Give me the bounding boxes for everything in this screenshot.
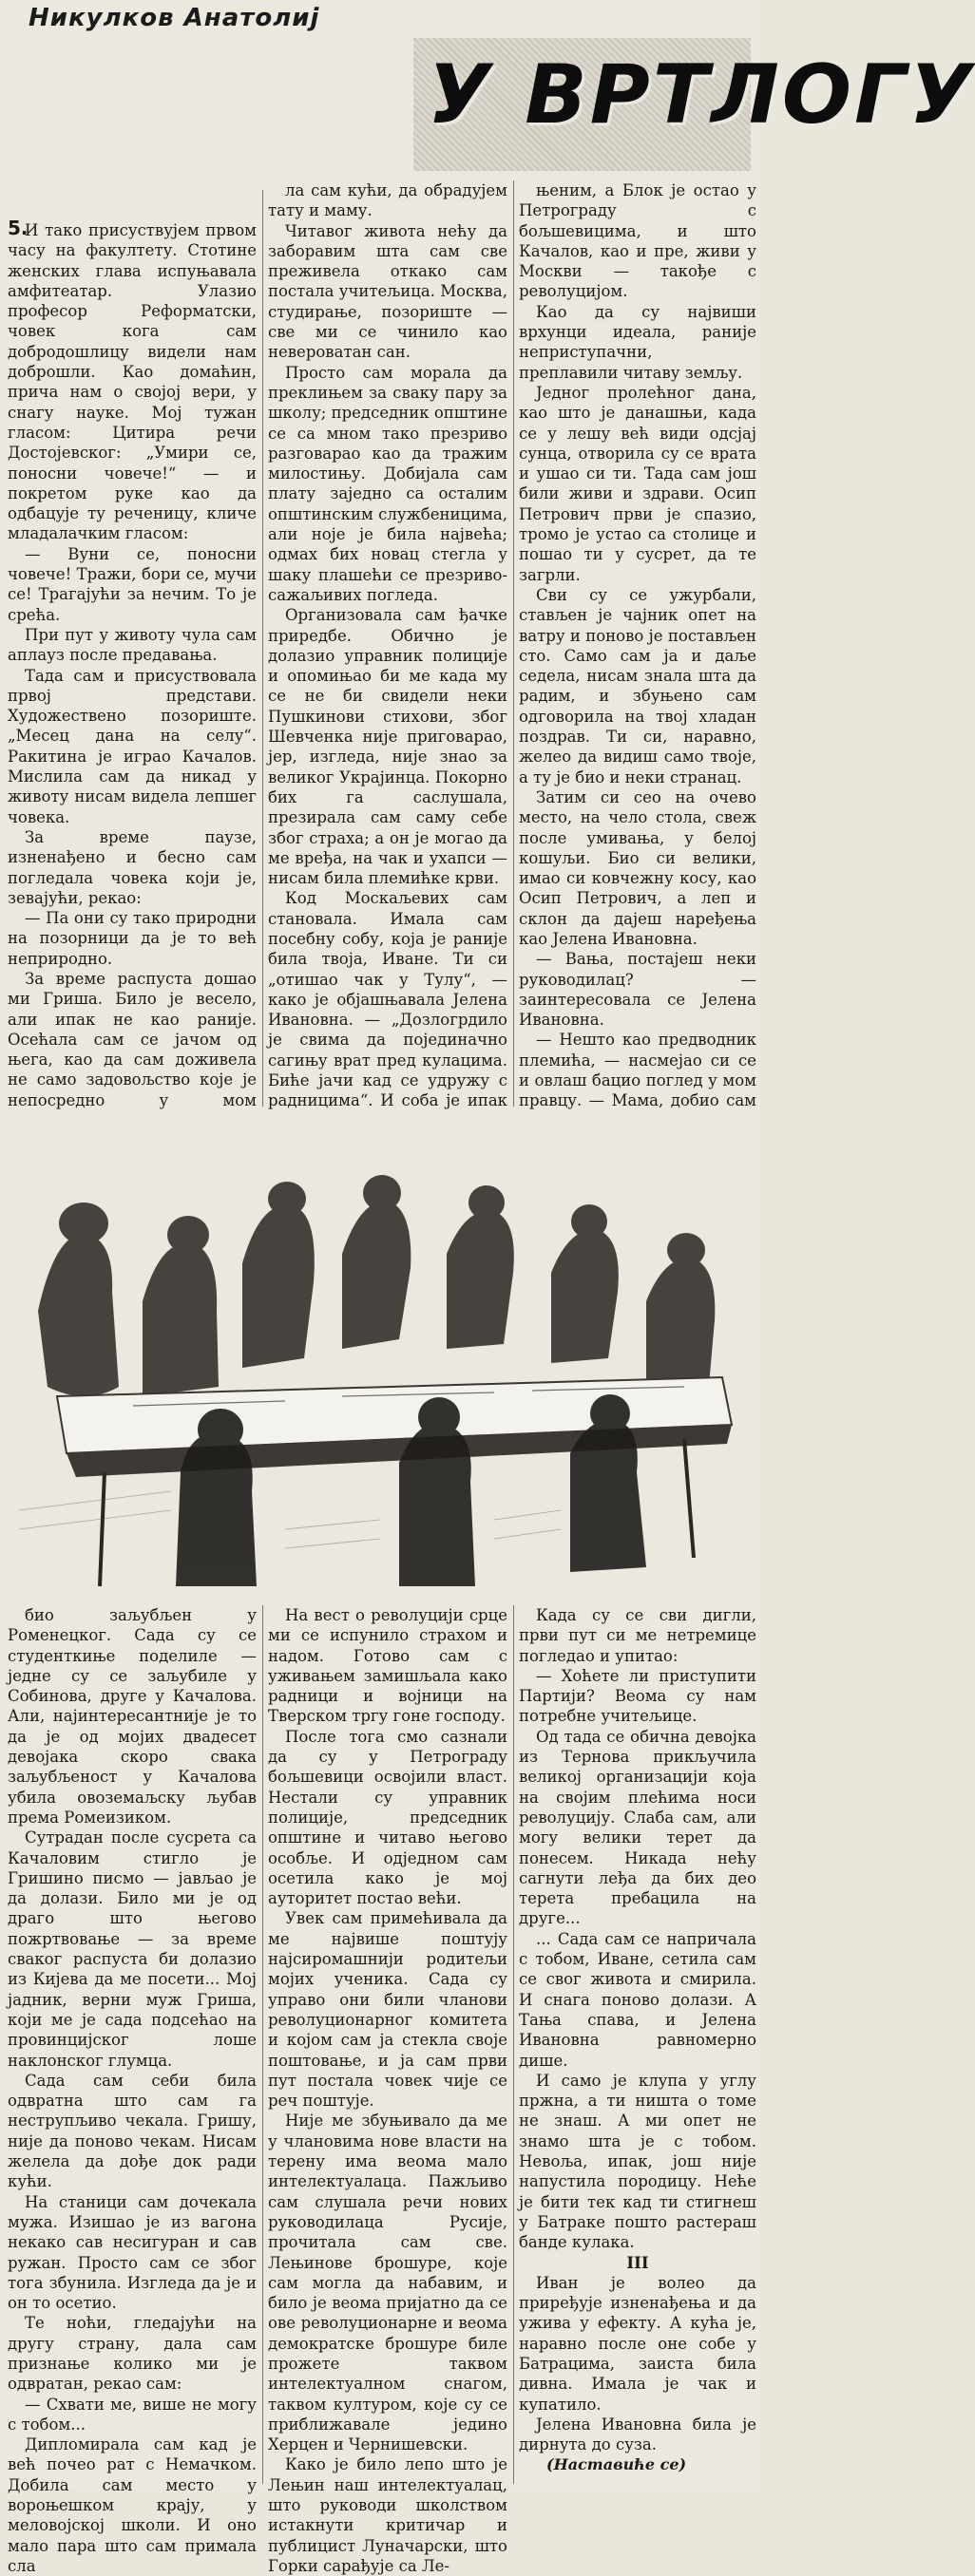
article-column-bottom-1 [8,1605,257,2575]
paragraph: За време паузе, изненађено и бесно сам погледала човека који је, зевајући, рекао: [8,827,257,907]
paragraph: Сутрадан после сусрета са Качаловим стигло је Гришино писмо — јављао је да долази. Било ми је од драго што његово пожртвовање — за време сваког распуста би долазио из Кијева да ме посети... Мој јадник, верни муж Гриша, који ме је сада подсећао на провинцијског лоше наклонског глумца. [8,1828,257,2070]
paragraph: На станици сам дочекала мужа. Изишао је из вагона некако сав несигуран и сав ружан. Просто сам се због тога збунила. Изгледа да је и он то осетио. [8,2192,257,2313]
paragraph: Јелена Ивановна била је дирнута до суза. [519,2415,756,2454]
article-title: У ВРТЛОГУ [428,47,975,142]
paragraph: Те ноћи, гледајући на другу страну, дала сам признање колико ми је одвратан, рекао сам: [8,2314,257,2394]
column-divider [513,1605,514,2484]
paragraph: ла сам кући, да обрадујем тату и маму. [268,181,507,220]
article-column-bottom-3 [519,1605,756,2454]
paragraph: Сви су се ужурбали, стављен је чајник опет на ватру и поново је постављен сто. Само сам ја и даље седела, нисам знала шта да радим, и збуњено сам одговорила на твој хладан поздрав. Ти си, наравно, желео да видиш само твоје, а ту је био и неки странац. [519,585,756,786]
paragraph: Иван је волео да приређује изненађења и да ужива у ефекту. А кућа је, наравно после оне собе у Батрацима, заиста била дивна. Имала је чак и купатило. [519,2273,756,2414]
paragraph: И тако присуствујем првом часу на факултету. Стотине женских глава испуњавала амфитеатар. Улазио професор Реформатски, човек кога сам добродошлицу видели нам доброшли. Као домаћин, прича нам о својој вери, у снагу науке. Мој тужан гласом: Цитира речи Достојевског: „Умири се, поносни човече!“ — и покретом руке као да одбацује ту реченицу, кличе младалачким гласом: [8,221,257,543]
paragraph: Код Москаљевих сам становала. Имала сам посебну собу, која је раније била твоја, Иване. Ти си „отишао чак у Тулу“, — како је објашњавала Јелена Ивановна. — „Дозлогрдило је свима да појединачно сагињу врат пред кулацима. Биће јачи кад се удружу с радницима“. И соба је ипак [268,889,507,1110]
paragraph: И само је клупа у углу пржна, а ти ништа о томе не знаш. А ми опет не знамо шта је с тобом. Невоља, ипак, још није напустила породицу. Неће је бити тек кад ти стигнеш у Батраке пошто растераш банде кулака. [519,2071,756,2252]
article-column-bottom-2 [268,1605,507,2575]
column-divider [513,180,514,1107]
paragraph: њеним, а Блок је остао у Петрограду с бољшевицима, и што Качалов, као и пре, живи у Москви — такође с револуцијом. [519,181,756,301]
paragraph: Сада сам себи била одвратна што сам га неструпљиво чекала. Гришу, није да поново чекам. Нисам желела да дође док ради кући. [8,2071,257,2191]
meeting-illustration [0,1111,760,1596]
paragraph: Од тада се обична девојка из Тернова прикључила великој организацији која на својим плећима носи револуцију. Слаба сам, али могу велики терет да понесем. Никада нећу сагнути леђа да бих део терета пребацила на друге... [519,1727,756,1928]
article-column-top-1 [8,220,257,1108]
article-column-top-3 [519,180,756,1110]
paragraph: — Па они су тако природни на позорници да је то већ неприродно. [8,909,257,968]
paragraph: ... Сада сам се напричала с тобом, Иване, сетила сам се свог живота и смирила. И снага поново долази. А Тања спава, и Јелена Ивановна равномерно дише. [519,1929,756,2070]
paragraph: — Хоћете ли приступити Партији? Веома су нам потребне учитељице. [519,1666,756,1726]
paragraph: Као да су највиши врхунци идеала, раније неприступачни, преплавили читаву земљу. [519,302,756,382]
section-break-heading: III [626,2253,649,2272]
paragraph: Како је било лепо што је Лењин наш интелектуалац, што руководи школством истакнути критичар и публицист Луначарски, што Горки сарађује са Ле- [268,2455,507,2575]
paragraph: Дипломирала сам кад је већ почео рат с Немачком. Добила сам место у вороњешком крају, у меловојској школи. И оно мало пара што сам примала сла [8,2435,257,2575]
paragraph: Организовала сам ђачке приредбе. Обично је долазио управник полиције и опомињао би ме када му се не би свидели неки Пушкинови стихови, због Шевченка није приговарао, јер, изгледа, није знао за великог Украјинца. Покорно бих га саслушала, презирала сам саму себе због страха; а он је могао да ме вређа, на чак и ухапси — нисам била племићке крви. [268,606,507,888]
paragraph: Када су се сви дигли, први пут си ме нетремице погледао и упитао: [519,1606,756,1665]
paragraph: — Схвати ме, више не могу с тобом... [8,2395,257,2434]
paragraph: — Вуни се, поносни човече! Тражи, бори се, мучи се! Трагајући за нечим. То је срећа. [8,544,257,624]
paragraph: Тада сам и присуствовала првој представи. Художествено позориште. „Месец дана на селу“. Ракитина је играо Качалов. Мислила сам да никад у животу нисам видела лепшег човека. [8,666,257,826]
article-column-top-2 [268,180,507,1110]
paragraph: — Нешто као предводник племића, — насмејао си се и овлаш бацио поглед у мом правцу. — Мама, добио сам [519,1031,756,1110]
paragraph: Затим си сео на очево место, на чело стола, свеж после умивања, у белој кошуљи. Био си велики, имао си ковчежну косу, као Осип Петрович, а леп и склон да дајеш наређења као Јелена Ивановна. [519,787,756,948]
section-number: 5. [8,217,29,239]
paragraph: Увек сам примећивала да ме највише поштују најсиромашнији родитељи мојих ученика. Сада су управо они били чланови револуционарног комитета и којом сам ја стекла своје поштовање, и ја сам први пут постала човек чије се реч поштује. [268,1909,507,2111]
paragraph: Није ме збуњивало да ме у члановима нове власти на терену има веома мало интелектуалаца. Пажљиво сам слушала речи нових руководилаца Русије, прочитала сам све. Лењинове брошуре, које сам могла да набавим, и било је веома пријатно да се ове револуционарне и веома демократске брошуре биле прожете таквом интелектуалном снагом, таквом културом, које су се приближавале једино Херцен и Чернишевски. [268,2112,507,2454]
paragraph: Просто сам морала да преклињем за сваку пару за школу; председник општине се са мном тако презриво разговарао као да тражим милостињу. Добијала сам плату заједно са осталим општинским службеницима, али ноје је била највећа; одмах бих новац стегла у шаку плашећи се презриво-сажаљивих погледа. [268,363,507,604]
continued-note: (Наставиће се) [546,2455,687,2473]
paragraph: После тога смо сазнали да су у Петрограду бољшевици освојили власт. Нестали су управник полиције, председник општине и читаво његово особље. И одједном сам осетила како је мој ауторитет постао већи. [268,1727,507,1908]
column-divider [262,190,263,1107]
paragraph: Једног пролећног дана, као што је данашњи, када се у лешу већ види одсјај сунца, отворила су се врата и ушао си ти. Тада сам још били живи и здрави. Осип Петрович први је спазио, тромо је устао са столице и пошао ти у сусрет, да те загрли. [519,383,756,584]
paragraph: При пут у животу чула сам аплауз после предавања. [8,625,257,665]
paragraph: Читавог живота нећу да заборавим шта сам све преживела откако сам постала учитељица. Москва, студирање, позориште — све ми се чинило као невероватан сан. [268,221,507,362]
paragraph: — Вања, постајеш неки руководилац? — заинтересовала се Јелена Ивановна. [519,950,756,1030]
paragraph: био заљубљен у Роменецког. Сада су се студенткиње поделиле — једне су се заљубиле у Собинова, друге у Качалова. Али, најинтересантније је то да је од мојих двадесет девојака скоро свака заљубљеност у Качалова убила овоземаљску љубав према Ромеизиком. [8,1606,257,1827]
author-byline: Никулков Анатолиј [29,4,320,32]
paragraph: На вест о револуцији срце ми се испунило страхом и надом. Готово сам с уживањем замишљала како радници и војници на Тверском тргу гоне господу. [268,1606,507,1726]
paragraph: За време распуста дошао ми Гриша. Било је весело, али ипак не као раније. Осећала сам се јачом од њега, као да сам доживела не само задовољство које је непосредно у мом [8,969,257,1109]
column-divider [262,1605,263,2484]
